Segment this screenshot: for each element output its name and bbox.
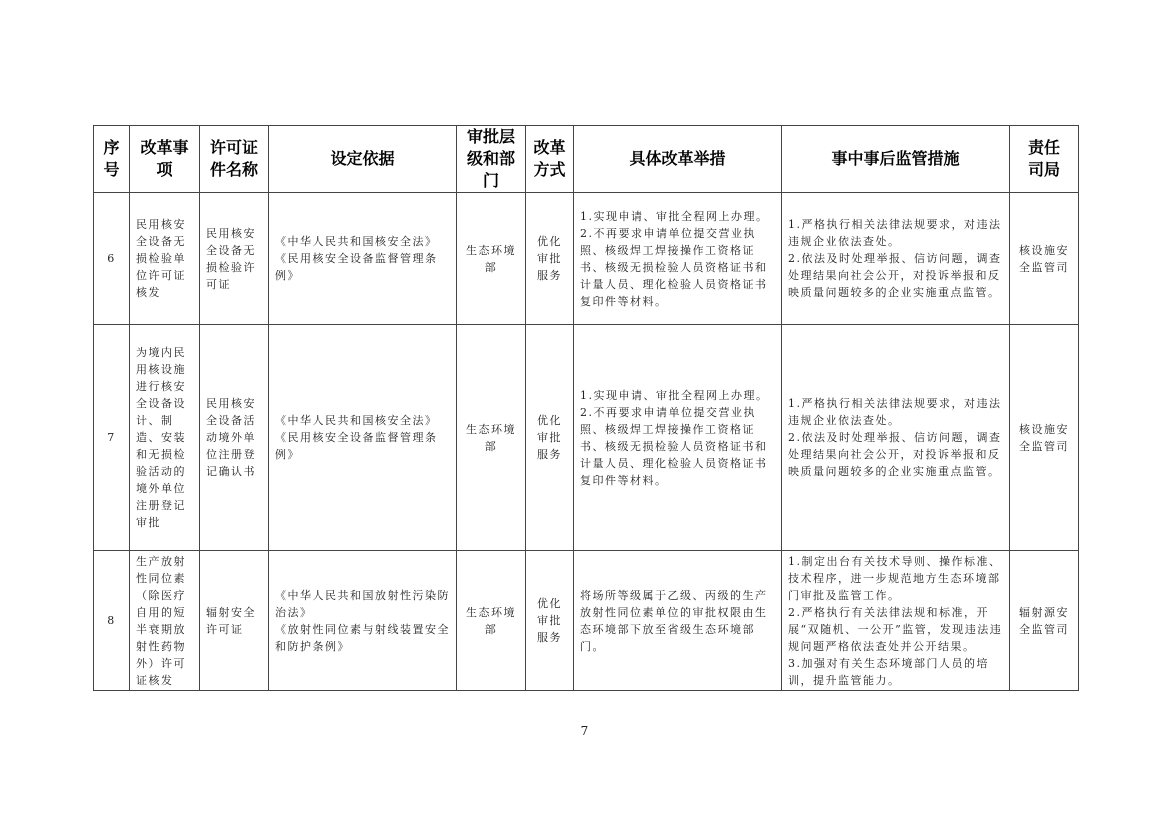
header-measures: 具体改革举措 — [574, 126, 782, 193]
cell-item: 为境内民用核设施进行核安全设备设计、制造、安装和无损检验活动的境外单位注册登记审批 — [130, 325, 200, 551]
cell-method: 优化审批服务 — [526, 551, 574, 691]
header-supervision: 事中事后监管措施 — [782, 126, 1010, 193]
cell-no: 8 — [94, 551, 130, 691]
cell-method: 优化审批服务 — [526, 193, 574, 325]
cell-license: 辐射安全许可证 — [200, 551, 269, 691]
header-seq: 序 号 — [94, 126, 130, 193]
header-bureau: 责任 司局 — [1010, 126, 1079, 193]
header-method: 改革 方式 — [526, 126, 574, 193]
cell-method: 优化审批服务 — [526, 325, 574, 551]
cell-bureau: 辐射源安全监管司 — [1010, 551, 1079, 691]
table-row — [94, 193, 1079, 325]
table-row — [94, 551, 1079, 691]
cell-measures: 将场所等级属于乙级、丙级的生产放射性同位素单位的审批权限由生态环境部下放至省级生态环境部门。 — [574, 551, 782, 691]
cell-item: 民用核安全设备无损检验单位许可证核发 — [130, 193, 200, 325]
reform-table — [93, 125, 1079, 691]
cell-no: 7 — [94, 325, 130, 551]
header-basis: 设定依据 — [269, 126, 457, 193]
cell-basis: 《中华人民共和国核安全法》 《民用核安全设备监督管理条例》 — [269, 325, 457, 551]
cell-measures: 1.实现申请、审批全程网上办理。 2.不再要求申请单位提交营业执照、核级焊工焊接操作工资格证书、核级无损检验人员资格证书和计量人员、理化检验人员资格证书复印件等材料。 — [574, 325, 782, 551]
cell-supervision: 1.严格执行相关法律法规要求，对违法违规企业依法查处。 2.依法及时处理举报、信访问题，调查处理结果向社会公开，对投诉举报和反映质量问题较多的企业实施重点监管。 — [782, 325, 1010, 551]
cell-dept: 生态环境部 — [457, 193, 526, 325]
cell-license: 民用核安全设备活动境外单位注册登记确认书 — [200, 325, 269, 551]
header-license: 许可证 件名称 — [200, 126, 269, 193]
cell-bureau: 核设施安全监管司 — [1010, 193, 1079, 325]
cell-bureau: 核设施安全监管司 — [1010, 325, 1079, 551]
cell-license: 民用核安全设备无损检验许可证 — [200, 193, 269, 325]
cell-no: 6 — [94, 193, 130, 325]
cell-supervision: 1.制定出台有关技术导则、操作标准、技术程序，进一步规范地方生态环境部门审批及监管工作。 2.严格执行有关法律法规和标准，开展“双随机、一公开”监管，发现违法违规问题严格依法查处并公开结果。 3.加强对有关生态环境部门人员的培训，提升监管能力。 — [782, 551, 1010, 691]
header-row — [94, 126, 1079, 193]
cell-dept: 生态环境部 — [457, 325, 526, 551]
header-item: 改革事 项 — [130, 126, 200, 193]
cell-item: 生产放射性同位素（除医疗自用的短半衰期放射性药物外）许可证核发 — [130, 551, 200, 691]
cell-supervision: 1.严格执行相关法律法规要求，对违法违规企业依法查处。 2.依法及时处理举报、信访问题，调查处理结果向社会公开，对投诉举报和反映质量问题较多的企业实施重点监管。 — [782, 193, 1010, 325]
cell-measures: 1.实现申请、审批全程网上办理。 2.不再要求申请单位提交营业执照、核级焊工焊接操作工资格证书、核级无损检验人员资格证书和计量人员、理化检验人员资格证书复印件等材料。 — [574, 193, 782, 325]
page-number: 7 — [580, 724, 589, 738]
cell-basis: 《中华人民共和国核安全法》 《民用核安全设备监督管理条例》 — [269, 193, 457, 325]
table-row — [94, 325, 1079, 551]
cell-basis: 《中华人民共和国放射性污染防治法》 《放射性同位素与射线装置安全和防护条例》 — [269, 551, 457, 691]
cell-dept: 生态环境部 — [457, 551, 526, 691]
header-dept: 审批层 级和部 门 — [457, 126, 526, 193]
